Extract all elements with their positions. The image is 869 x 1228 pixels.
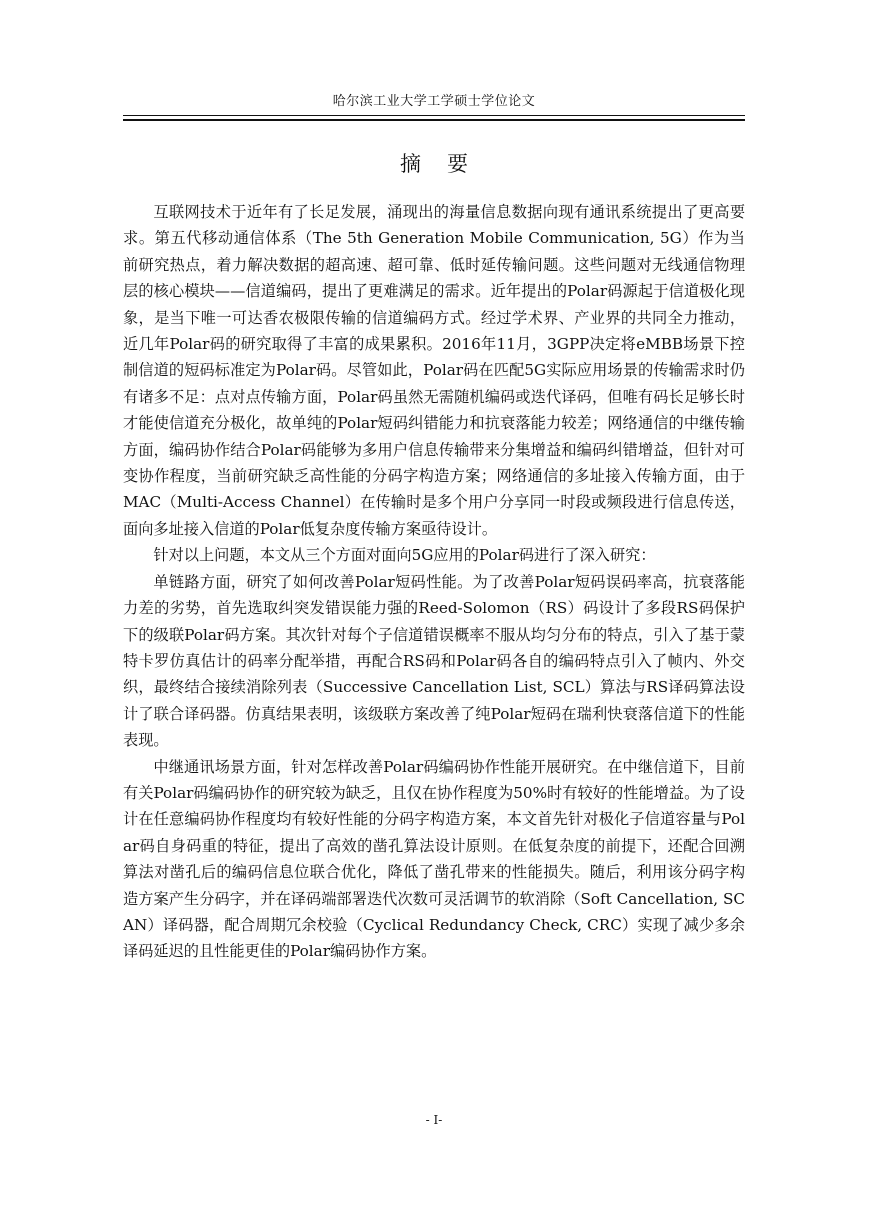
paragraph-relay: 中继通讯场景方面，针对怎样改善Polar码编码协作性能开展研究。在中继信道下，目前有关Polar码编码协作的研究较为缺乏，且仅在协作程度为50%时有较好的性能增益。为了设计在任意编码协作程度均有较好性能的分码字构造方案，本文首先针对极化子信道容量与Polar码自身码重的特征，提出了高效的凿孔算法设计原则。在低复杂度的前提下，还配合回溯算法对凿孔后的编码信息位联合优化，降低了凿孔带来的性能损失。随后，利用该分码字构造方案产生分码字，并在译码端部署迭代次数可灵活调节的软消除（Soft Cancellation, SCAN）译码器，配合周期冗余校验（Cyclical Redundancy Check, CRC）实现了减少多余译码延迟的且性能更佳的Polar编码协作方案。 — [123, 757, 745, 961]
page-number: - I- — [425, 1113, 443, 1127]
header-rule-thick — [123, 119, 745, 121]
paragraph-background: 互联网技术于近年有了长足发展，涌现出的海量信息数据向现有通讯系统提出了更高要求。第五代移动通信体系（The 5th Generation Mobile Communication, 5G）作为当前研究热点，着力解决数据的超高速、超可靠、低时延传输问题。这些问题对无线通信物理层的核心模块——信道编码，提出了更难满足的需求。近年提出的Polar码源起于信道极化现象，是当下唯一可达香农极限传输的信道编码方式。经过学术界、产业界的共同全力推动，近几年Polar码的研究取得了丰富的成果累积。2016年11月，3GPP决定将eMBB场景下控制信道的短码标准定为Polar码。尽管如此，Polar码在匹配5G实际应用场景的传输需求时仍有诸多不足：点对点传输方面，Polar码虽然无需随机编码或迭代译码，但唯有码长足够长时才能使信道充分极化，故单纯的Polar短码纠错能力和抗衰落能力较差；网络通信的中继传输方面，编码协作结合Polar码能够为多用户信息传输带来分集增益和编码纠错增益，但针对可变协作程度，当前研究缺乏高性能的分码字构造方案；网络通信的多址接入传输方面，由于MAC（Multi-Access Channel）在传输时是多个用户分享同一时段或频段进行信息传送，面向多址接入信道的Polar低复杂度传输方案亟待设计。 — [123, 203, 745, 538]
paragraph-single-link: 单链路方面，研究了如何改善Polar短码性能。为了改善Polar短码误码率高，抗衰落能力差的劣势，首先选取纠突发错误能力强的Reed-Solomon（RS）码设计了多段RS码保护下的级联Polar码方案。其次针对每个子信道错误概率不服从均匀分布的特点，引入了基于蒙特卡罗仿真估计的码率分配举措，再配合RS码和Polar码各自的编码特点引入了帧内、外交织，最终结合接续消除列表（Successive Cancellation List, SCL）算法与RS译码算法设计了联合译码器。仿真结果表明，该级联方案改善了纯Polar短码在瑞利快衰落信道下的性能表现。 — [123, 572, 745, 750]
abstract-title: 摘要 — [400, 152, 494, 176]
running-header: 哈尔滨工业大学工学硕士学位论文 — [332, 94, 536, 109]
header-rule-thin — [123, 115, 745, 116]
paragraph-overview: 针对以上问题，本文从三个方面对面向5G应用的Polar码进行了深入研究： — [153, 546, 656, 565]
abstract-body — [123, 199, 745, 965]
